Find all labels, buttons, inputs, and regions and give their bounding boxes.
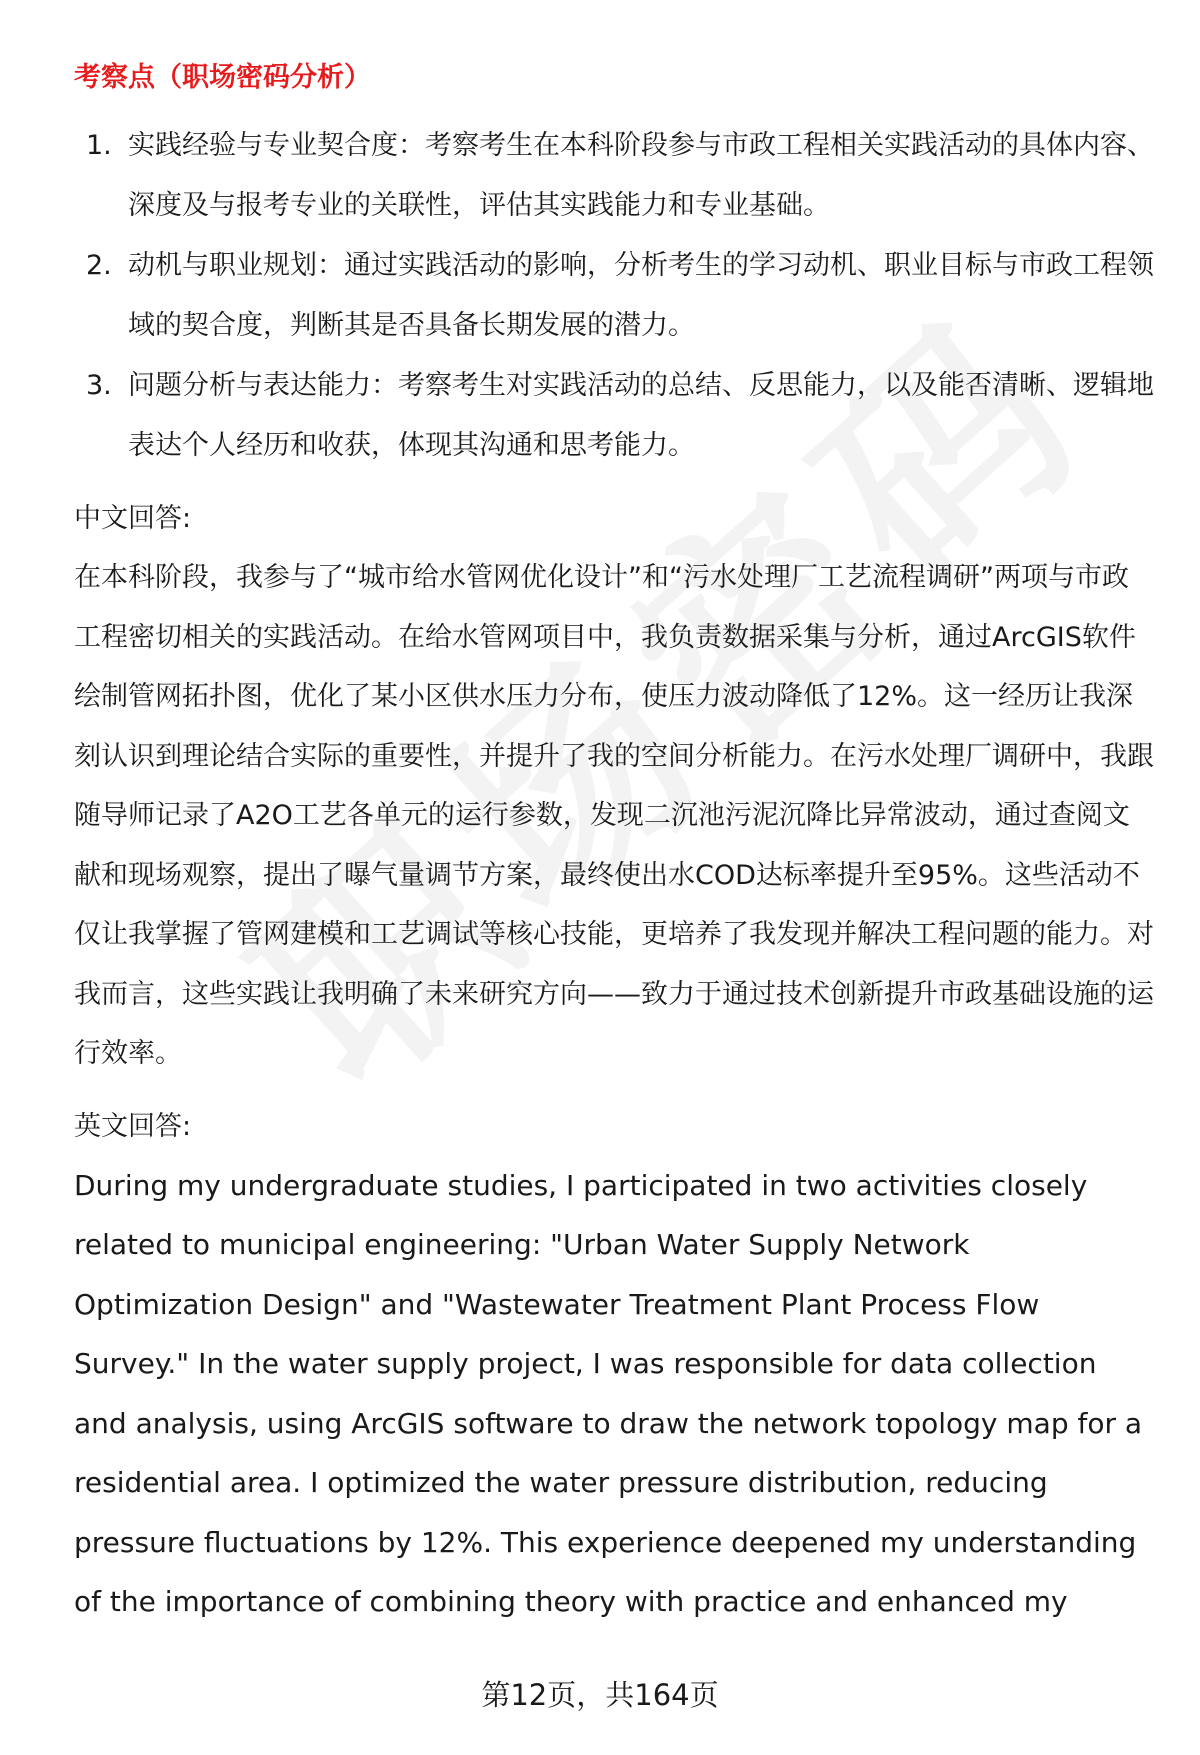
document-page [74, 58, 1154, 1632]
list-item-text: 实践经验与专业契合度：考察考生在本科阶段参与市政工程相关实践活动的具体内容、深度及与报考专业的关联性，评估其实践能力和专业基础。 [128, 130, 1154, 221]
list-item-text: 问题分析与表达能力：考察考生对实践活动的总结、反思能力，以及能否清晰、逻辑地表达个人经历和收获，体现其沟通和思考能力。 [128, 370, 1154, 461]
section-title: 考察点（职场密码分析） [74, 62, 371, 93]
list-item-number: 1. [86, 130, 112, 161]
english-answer-text: During my undergraduate studies, I participated in two activities closely related to municipal engineering: "Urban Water Supply Network Optimization Design" and "Wastewater Treatment Plant Process Flow Survey." In the water supply project, I was responsible for data collection and analysis, using ArcGIS software to draw the network topology map for a residential area. I optimized the water pressure distribution, reducing pressure fluctuations by 12%. This experience deepened my understanding of the importance of combining theory with practice and enhanced my [74, 1168, 1143, 1618]
english-answer-label: 英文回答: [74, 1110, 192, 1142]
chinese-answer-label: 中文回答: [74, 503, 192, 534]
list-item-number: 2. [86, 250, 112, 281]
list-item-number: 3. [86, 370, 112, 401]
assessment-points-list [74, 116, 1154, 476]
list-item [74, 356, 1154, 476]
page-number-footer: 第12页，共164页 [481, 1678, 719, 1712]
list-item [74, 116, 1154, 236]
chinese-answer-text: 在本科阶段，我参与了“城市给水管网优化设计”和“污水处理厂工艺流程调研”两项与市政工程密切相关的实践活动。在给水管网项目中，我负责数据采集与分析，通过ArcGIS软件绘制管网拓扑图，优化了某小区供水压力分布，使压力波动降低了12%。这一经历让我深刻认识到理论结合实际的重要性，并提升了我的空间分析能力。在污水处理厂调研中，我跟随导师记录了A2O工艺各单元的运行参数，发现二沉池污泥沉降比异常波动，通过查阅文献和现场观察，提出了曝气量调节方案，最终使出水COD达标率提升至95%。这些活动不仅让我掌握了管网建模和工艺调试等核心技能，更培养了我发现并解决工程问题的能力。对我而言，这些实践让我明确了未来研究方向——致力于通过技术创新提升市政基础设施的运行效率。 [74, 562, 1154, 1069]
list-item [74, 236, 1154, 356]
list-item-text: 动机与职业规划：通过实践活动的影响，分析考生的学习动机、职业目标与市政工程领域的契合度，判断其是否具备长期发展的潜力。 [128, 250, 1154, 341]
